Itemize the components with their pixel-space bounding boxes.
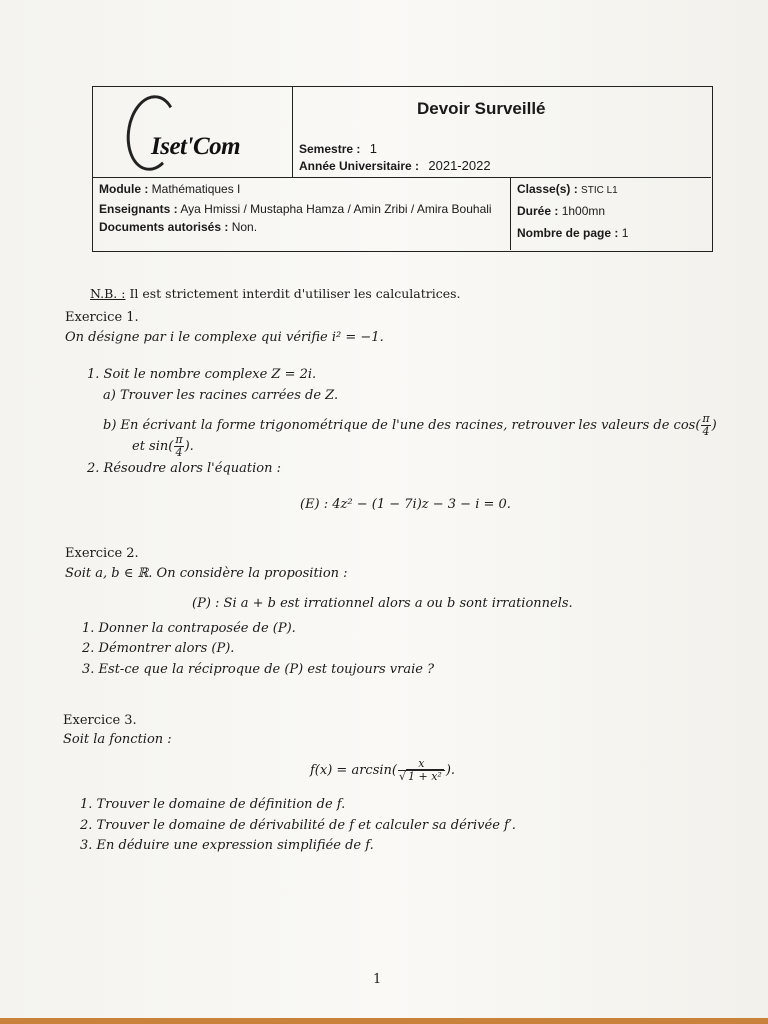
ex1-q1b-line2-text: et sin(: [132, 439, 174, 454]
annee-line: [299, 158, 491, 173]
page-number: 1: [373, 972, 382, 987]
ex1-intro: On désigne par i le complexe qui vérifie i² = −1.: [65, 330, 384, 345]
function-fraction: [398, 758, 445, 783]
semestre-line: [299, 141, 377, 156]
f-denominator: √ 1 + x²: [398, 770, 442, 783]
nb-text: Il est strictement interdit d'utiliser les calculatrices.: [129, 286, 461, 301]
f-numerator: x: [398, 758, 445, 771]
semestre-value: 1: [369, 141, 377, 156]
pages-label: Nombre de page :: [517, 226, 619, 240]
module-label: Module :: [99, 182, 149, 196]
ex2-proposition: (P) : Si a + b est irrationnel alors a ou b sont irrationnels.: [192, 596, 573, 611]
ex2-intro: Soit a, b ∈ ℝ. On considère la proposition :: [65, 566, 348, 581]
ex3-q1: 1. Trouver le domaine de définition de f.: [80, 797, 346, 812]
semestre-label: Semestre :: [299, 142, 361, 156]
ex1-q1a: a) Trouver les racines carrées de Z.: [103, 388, 339, 403]
documents-label: Documents autorisés :: [99, 220, 229, 234]
ex2-q3: 3. Est-ce que la réciproque de (P) est toujours vraie ?: [82, 662, 435, 677]
module-line: [99, 182, 240, 196]
ex2-title: Exercice 2.: [65, 546, 139, 561]
ex1-q1b-text: b) En écrivant la forme trigonométrique de l'une des racines, retrouver les valeurs de cos(: [103, 418, 701, 433]
ex1-q1b-line2-end: ).: [184, 439, 194, 454]
info-right: [511, 178, 711, 250]
frac-denominator: 4: [702, 425, 710, 438]
nb-label: N.B. :: [90, 286, 126, 301]
classe-line: [517, 182, 618, 196]
module-value: Mathématiques I: [151, 182, 241, 196]
ex1-q1: 1. Soit le nombre complexe Z = 2i.: [87, 367, 317, 382]
exam-header: [92, 86, 713, 252]
documents-line: [99, 220, 257, 234]
pi-over-4-fraction: [701, 413, 710, 438]
sqrt-radicand: 1 + x²: [407, 770, 442, 783]
ex1-q2: 2. Résoudre alors l'équation :: [87, 461, 281, 476]
frac-denominator: 4: [175, 446, 183, 459]
nb-note: [90, 286, 461, 301]
ex3-intro: Soit la fonction :: [63, 732, 172, 747]
annee-value: 2021-2022: [428, 158, 491, 173]
logo-cell: [93, 87, 293, 178]
frac-numerator: π: [175, 433, 183, 446]
frac-numerator: π: [702, 412, 710, 425]
annee-label: Année Universitaire :: [299, 159, 420, 173]
enseignants-line: [99, 202, 492, 216]
ex2-q2: 2. Démontrer alors (P).: [82, 641, 235, 656]
duree-line: [517, 204, 605, 218]
ex3-q2: 2. Trouver le domaine de dérivabilité de f et calculer sa dérivée f′.: [80, 818, 516, 833]
ex1-q1b: [103, 413, 717, 438]
ex1-equation: (E) : 4z² − (1 − 7i)z − 3 − i = 0.: [300, 497, 511, 512]
exam-title: Devoir Surveillé: [417, 99, 546, 118]
pages-line: [517, 226, 628, 240]
classe-value: STIC L1: [581, 185, 618, 196]
pages-value: 1: [621, 226, 629, 240]
enseignants-value: Aya Hmissi / Mustapha Hamza / Amin Zribi / Amira Bouhali: [180, 202, 492, 216]
duree-label: Durée :: [517, 204, 559, 218]
ex1-title: Exercice 1.: [65, 310, 139, 325]
ex1-q1b-line2: [132, 434, 194, 459]
ex3-q3: 3. En déduire une expression simplifiée de f.: [80, 838, 374, 853]
f-rhs: ).: [445, 763, 456, 778]
ex2-q1: 1. Donner la contraposée de (P).: [82, 621, 296, 636]
ex3-function: [310, 758, 455, 783]
duree-value: 1h00mn: [561, 204, 606, 218]
pi-over-4-fraction: [174, 434, 183, 459]
documents-value: Non.: [231, 220, 258, 234]
f-lhs: f(x) = arcsin(: [310, 763, 397, 778]
logo-text: Iset'Com: [151, 133, 241, 160]
ex1-q1b-end: ): [711, 418, 717, 433]
info-left: [93, 178, 511, 250]
classe-label: Classe(s) :: [517, 182, 578, 196]
page-bottom-edge: [0, 1018, 768, 1024]
enseignants-label: Enseignants :: [99, 202, 178, 216]
ex3-title: Exercice 3.: [63, 713, 137, 728]
title-cell: [293, 87, 711, 178]
